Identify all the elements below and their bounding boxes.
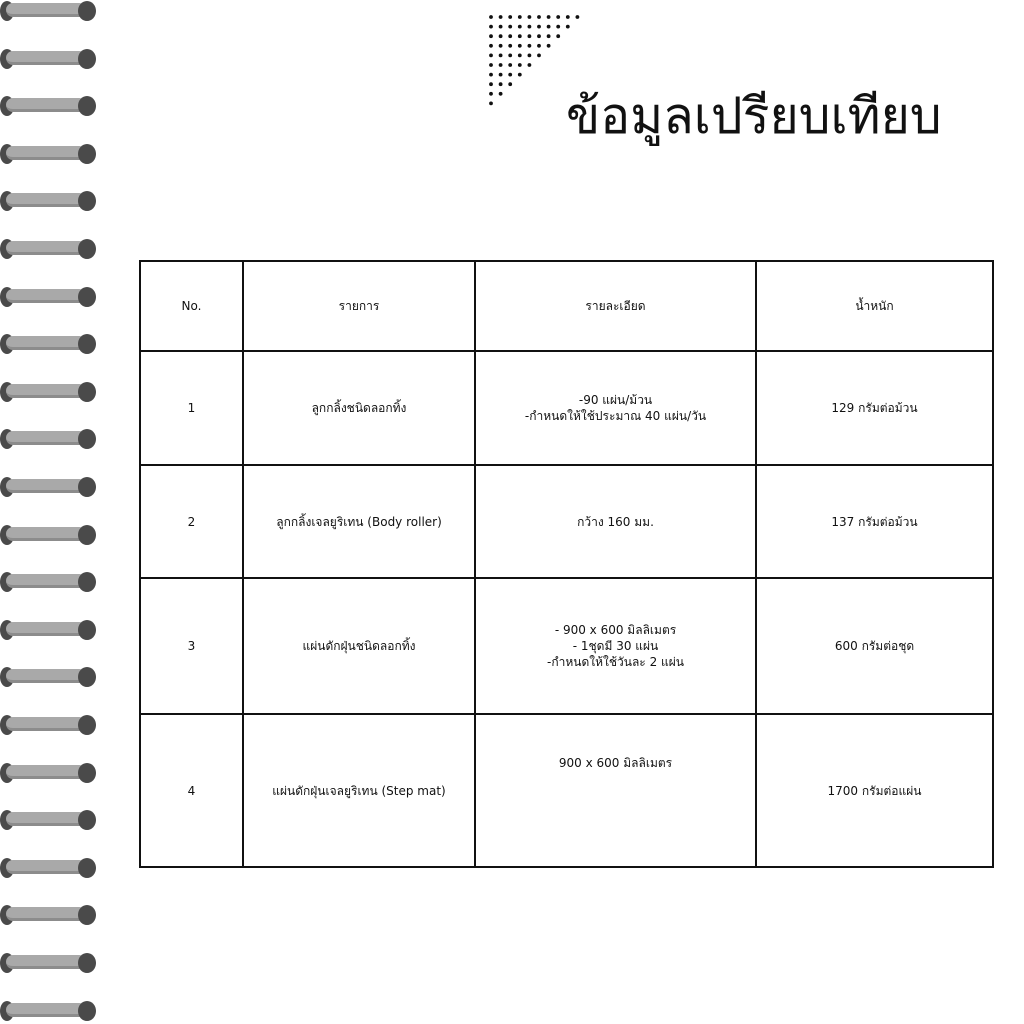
decor-dot — [528, 25, 532, 29]
cell-weight: 129 กรัมต่อม้วน — [756, 351, 993, 465]
decor-dot — [499, 44, 503, 48]
detail-line: - 1ชุดมี 30 แผ่น — [572, 639, 659, 653]
decor-dot — [489, 15, 493, 19]
cell-item: ลูกกลิ้งเจลยูริเทน (Body roller) — [243, 465, 475, 578]
cell-weight: 1700 กรัมต่อแผ่น — [756, 714, 993, 867]
decor-dot — [518, 54, 522, 58]
cell-weight: 600 กรัมต่อชุด — [756, 578, 993, 714]
decor-dot — [508, 63, 512, 67]
decor-dot — [489, 92, 493, 96]
binding-ring — [0, 619, 96, 641]
binding-ring — [0, 190, 96, 212]
decor-dot — [489, 25, 493, 29]
cell-no: 4 — [140, 714, 243, 867]
detail-line: -กำหนดให้ใช้ประมาณ 40 แผ่น/วัน — [524, 409, 707, 423]
decor-dot — [489, 73, 493, 77]
decor-dot — [528, 15, 532, 19]
decor-dot — [518, 73, 522, 77]
binding-ring — [0, 809, 96, 831]
cell-weight: 137 กรัมต่อม้วน — [756, 465, 993, 578]
decor-dot — [566, 15, 570, 19]
decor-dot — [537, 15, 541, 19]
binding-ring — [0, 666, 96, 688]
detail-line: - 900 x 600 มิลลิเมตร — [554, 623, 677, 637]
decor-dot — [508, 44, 512, 48]
decor-dot — [528, 54, 532, 58]
decor-dot — [576, 15, 580, 19]
binding-ring — [0, 333, 96, 355]
binding-ring — [0, 428, 96, 450]
column-header-details: รายละเอียด — [475, 261, 756, 351]
binding-ring — [0, 95, 96, 117]
column-header-weight: น้ำหนัก — [756, 261, 993, 351]
page-title: ข้อมูลเปรียบเทียบ — [566, 87, 942, 145]
decor-dot — [489, 44, 493, 48]
decor-dot — [528, 44, 532, 48]
cell-details — [475, 465, 756, 578]
decor-dot — [499, 34, 503, 38]
table-row — [140, 578, 993, 714]
binding-ring — [0, 381, 96, 403]
detail-line: -กำหนดให้ใช้วันละ 2 แผ่น — [547, 655, 684, 669]
binding-ring — [0, 524, 96, 546]
binding-ring — [0, 952, 96, 974]
decor-dot — [556, 15, 560, 19]
decor-dot — [518, 44, 522, 48]
decor-dot — [508, 54, 512, 58]
column-header-item: รายการ — [243, 261, 475, 351]
decor-dot — [518, 63, 522, 67]
column-header-no: No. — [140, 261, 243, 351]
binding-ring — [0, 857, 96, 879]
decor-dot — [508, 25, 512, 29]
decor-dot — [508, 73, 512, 77]
cell-no: 1 — [140, 351, 243, 465]
table-row — [140, 465, 993, 578]
decor-dot — [499, 82, 503, 86]
cell-details — [475, 578, 756, 714]
detail-line: 900 x 600 มิลลิเมตร — [558, 756, 673, 770]
decor-dot — [528, 34, 532, 38]
decor-dot — [528, 63, 532, 67]
binding-ring — [0, 48, 96, 70]
table-header-row — [140, 261, 993, 351]
decor-dot — [499, 54, 503, 58]
decor-dot — [518, 25, 522, 29]
detail-line: กว้าง 160 มม. — [577, 514, 654, 529]
decor-dot — [489, 34, 493, 38]
decor-dot — [537, 34, 541, 38]
cell-details — [475, 351, 756, 465]
decor-dot — [508, 15, 512, 19]
decor-dot — [566, 25, 570, 29]
binding-ring — [0, 762, 96, 784]
cell-item: แผ่นดักฝุ่นชนิดลอกทิ้ง — [243, 578, 475, 714]
comparison-table — [139, 260, 994, 868]
decor-dot — [537, 54, 541, 58]
decor-dot — [556, 25, 560, 29]
decor-dot — [499, 25, 503, 29]
cell-no: 2 — [140, 465, 243, 578]
decor-dot — [547, 34, 551, 38]
decor-dot — [489, 54, 493, 58]
binding-ring — [0, 476, 96, 498]
binding-ring — [0, 286, 96, 308]
decor-dot — [518, 34, 522, 38]
decor-dot — [547, 25, 551, 29]
decor-dot — [508, 34, 512, 38]
binding-ring — [0, 714, 96, 736]
cell-no: 3 — [140, 578, 243, 714]
table-row — [140, 714, 993, 867]
binding-ring — [0, 143, 96, 165]
table-row — [140, 351, 993, 465]
decor-dot — [537, 25, 541, 29]
binding-ring — [0, 1000, 96, 1022]
decor-dot — [556, 34, 560, 38]
cell-item: แผ่นดักฝุ่นเจลยูริเทน (Step mat) — [243, 714, 475, 867]
cell-item: ลูกกลิ้งชนิดลอกทิ้ง — [243, 351, 475, 465]
decor-dot — [547, 44, 551, 48]
spiral-binding — [0, 0, 100, 1024]
decor-dot — [508, 82, 512, 86]
decor-dot — [489, 82, 493, 86]
decor-dot — [537, 44, 541, 48]
decor-dot — [489, 63, 493, 67]
binding-ring — [0, 571, 96, 593]
decor-dot — [518, 15, 522, 19]
binding-ring — [0, 238, 96, 260]
decor-dot — [499, 15, 503, 19]
decor-dot — [499, 92, 503, 96]
binding-ring — [0, 904, 96, 926]
decor-dot — [499, 73, 503, 77]
decor-dot — [499, 63, 503, 67]
decor-dot — [547, 15, 551, 19]
binding-ring — [0, 0, 96, 22]
decor-dot — [489, 102, 493, 106]
cell-details — [475, 714, 756, 867]
detail-line: -90 แผ่น/ม้วน — [578, 393, 653, 407]
